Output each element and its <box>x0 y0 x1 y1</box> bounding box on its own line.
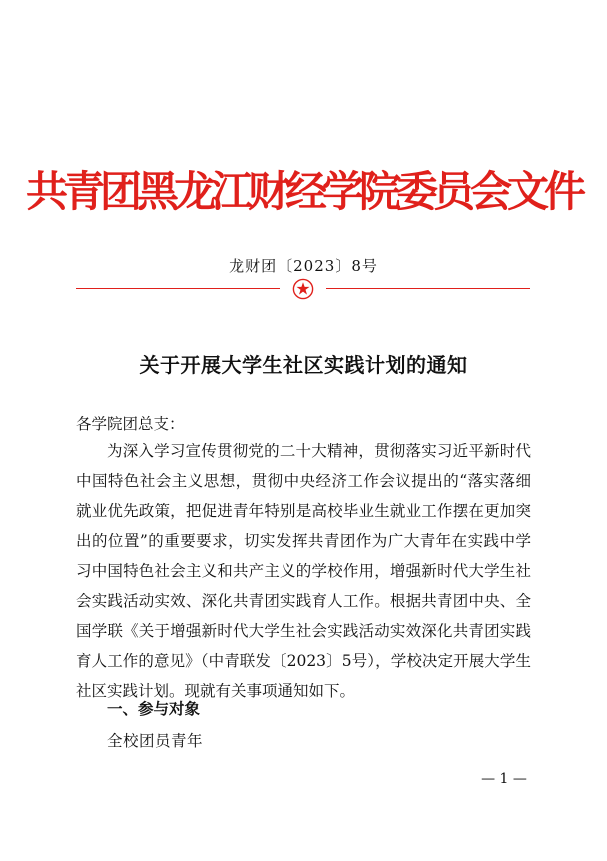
red-divider-right <box>326 288 530 289</box>
section-content-participants: 全校团员青年 <box>107 732 204 750</box>
star-emblem-icon <box>292 278 314 300</box>
document-number: 龙财团〔2023〕8号 <box>229 257 378 275</box>
document-masthead: 共青团黑龙江财经学院委员会文件 <box>25 167 581 216</box>
body-paragraph: 为深入学习宣传贯彻党的二十大精神，贯彻落实习近平新时代中国特色社会主义思想，贯彻中央经济工作会议提出的“落实落细就业优先政策，把促进青年特别是高校毕业生就业工作摆在更加突出的位置”的重要要求，切实发挥共青团作为广大青年在实践中学习中国特色社会主义和共产主义的学校作用，增强新时代大学生社会实践活动实效、深化共青团实践育人工作。根据共青团中央、全国学联《关于增强新时代大学生社会实践活动实效深化共青团实践育人工作的意见》（中青联发〔2023〕5号），学校决定开展大学生社区实践计划。现就有关事项通知如下。 <box>76 442 531 700</box>
red-divider-left <box>76 288 280 289</box>
page-number: — 1 — <box>481 771 527 787</box>
salutation: 各学院团总支： <box>76 415 185 433</box>
section-heading-participants: 一、参与对象 <box>107 699 201 718</box>
notice-title: 关于开展大学生社区实践计划的通知 <box>139 353 468 377</box>
